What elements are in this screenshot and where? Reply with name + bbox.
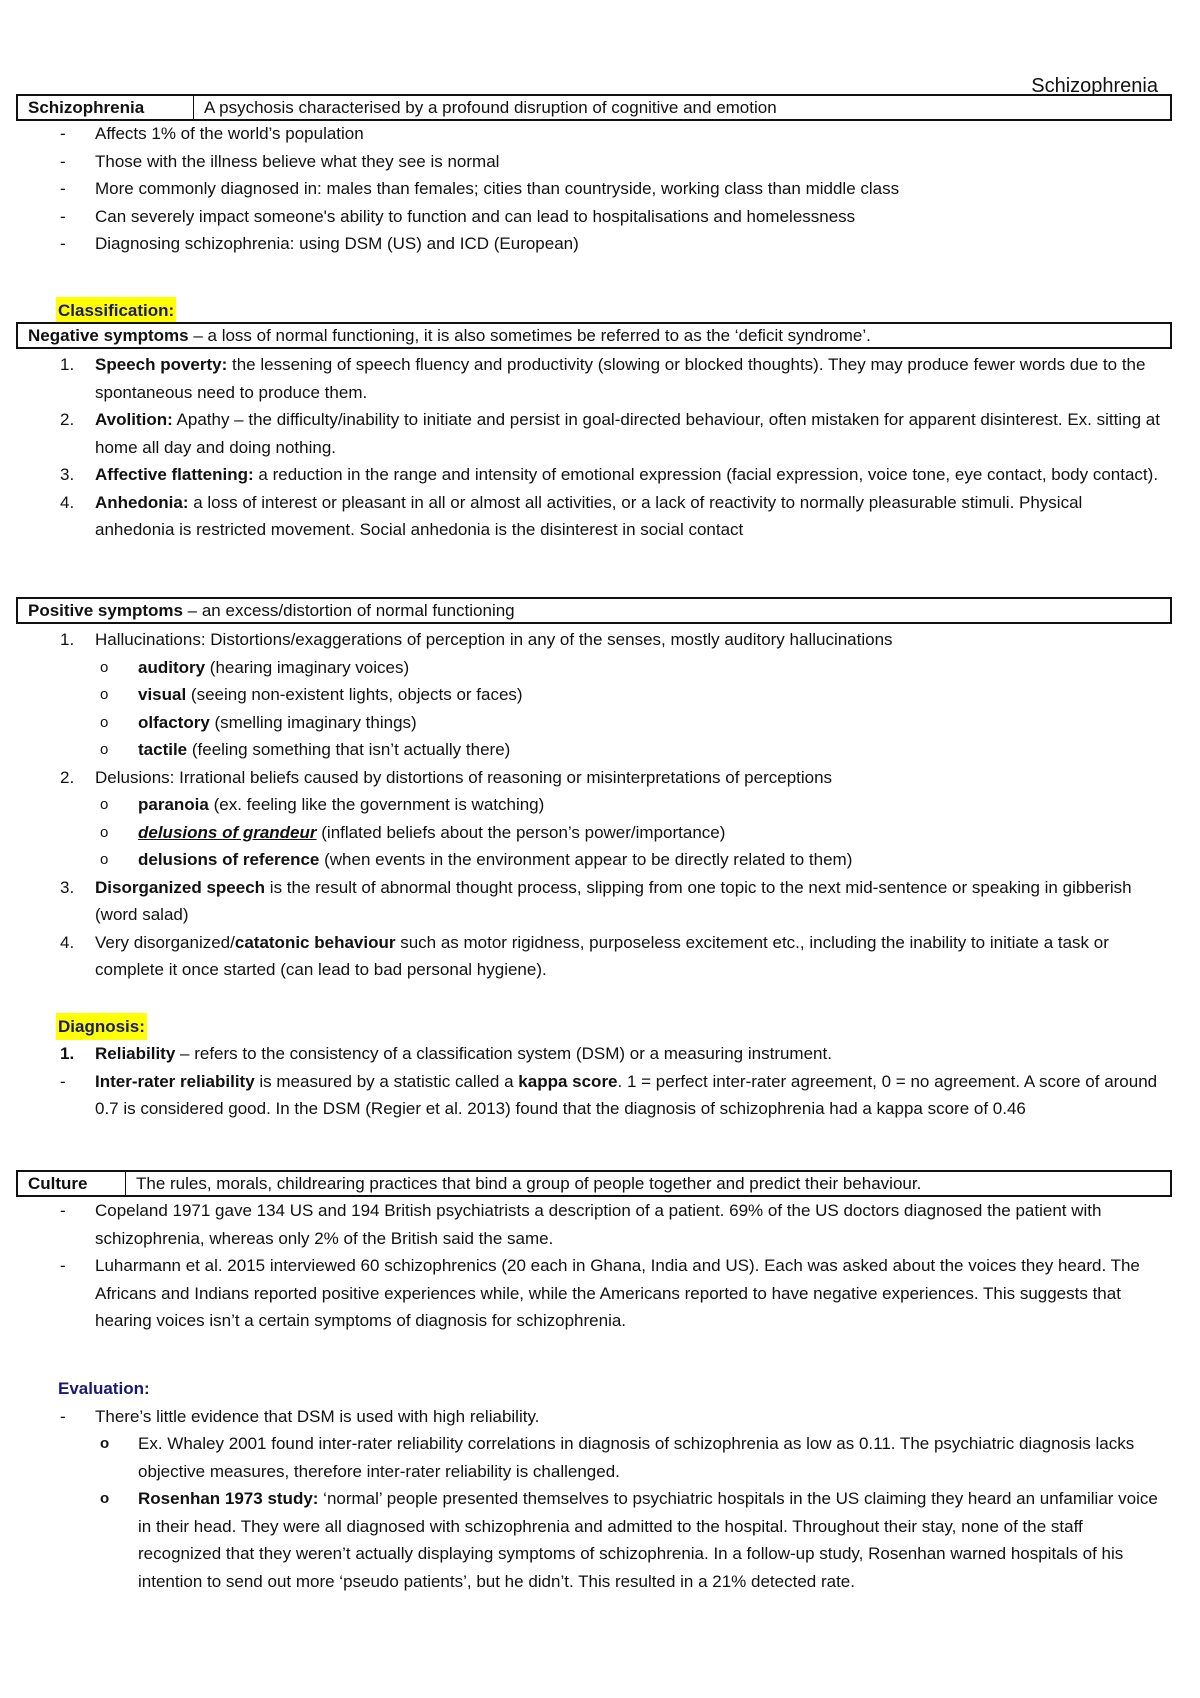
list-item: 4. Anhedonia: a loss of interest or pleasant in all or almost all activities, or a lack of reactivity to normally pleasurable stimuli. Physical anhedonia is restricted movement. Social anhedonia is the disinterest in social contact (60, 492, 1083, 539)
term-definition: The rules, morals, childrearing practices that bind a group of people together and predict their behaviour. (136, 1174, 922, 1193)
list-item: - Those with the illness believe what they see is normal (60, 151, 500, 171)
list-item: - Affects 1% of the world’s population (60, 124, 364, 143)
sub-list-item: o auditory (hearing imaginary voices) (100, 657, 410, 677)
positive-symptoms-term: Positive symptoms (28, 601, 183, 620)
list-item: - Inter-rater reliability is measured by a statistic called a kappa score. 1 = perfect inter-rater agreement, 0 = no agreement. A score of around 0.7 is considered good. In the DSM (Regier et al. 2013) found that the diagnosis of schizophrenia had a kappa score of 0.46 (60, 1071, 1158, 1118)
sub-list-item: o paranoia (ex. feeling like the government is watching) (100, 795, 545, 814)
list-item: - More commonly diagnosed in: males than females; cities than countryside, working class than middle class (60, 179, 900, 198)
diagnosis-list (0, 1040, 1200, 1123)
classification-heading: Classification: (56, 297, 176, 324)
sub-list-item: o visual (seeing non-existent lights, objects or faces) (100, 685, 523, 704)
sub-list-item: o tactile (feeling something that isn’t actually there) (100, 740, 511, 759)
definition-box-culture (16, 1170, 1172, 1197)
negative-symptoms-box (16, 322, 1172, 349)
diagnosis-heading-row (0, 1013, 1200, 1040)
list-item: 3. Affective flattening: a reduction in the range and intensity of emotional expression (facial expression, voice tone, eye contact, body contact). (60, 465, 1159, 484)
classification-heading-row (0, 297, 1200, 324)
list-item: 1. Speech poverty: the lessening of speech fluency and productivity (slowing or blocked thoughts). They may produce fewer words due to the spontaneous need to produce them. (60, 355, 1146, 402)
positive-symptoms-box (16, 597, 1172, 624)
positive-symptoms-definition: – an excess/distortion of normal functioning (182, 601, 515, 620)
intro-bullet-list (0, 120, 1200, 258)
sub-list-item: o olfactory (smelling imaginary things) (100, 712, 417, 732)
term-definition: A psychosis characterised by a profound disruption of cognitive and emotion (204, 98, 777, 117)
negative-symptoms-list (0, 351, 1200, 544)
list-item: - Can severely impact someone's ability to function and can lead to hospitalisations and homelessness (60, 206, 856, 226)
term-label: Culture (18, 1172, 126, 1195)
list-item: 4. Very disorganized/catatonic behaviour such as motor rigidness, purposeless excitement etc., including the inability to initiate a task or complete it once started (can lead to bad personal hygiene). (60, 932, 1109, 979)
culture-bullet-list (0, 1197, 1200, 1335)
sub-list-item: o delusions of grandeur (inflated beliefs about the person’s power/importance) (100, 822, 726, 842)
list-item: 1. Hallucinations: Distortions/exaggerations of perception in any of the senses, mostly auditory hallucinations (60, 630, 893, 649)
list-item: - There’s little evidence that DSM is used with high reliability. (60, 1406, 540, 1426)
negative-symptoms-definition: – a loss of normal functioning, it is also sometimes be referred to as the ‘deficit syndrome’. (188, 326, 871, 345)
list-item: 2. Avolition: Apathy – the difficulty/inability to initiate and persist in goal-directed behaviour, often mistaken for apparent disinterest. Ex. sitting at home all day and doing nothing. (60, 410, 1160, 457)
sub-list-item: o Rosenhan 1973 study: ‘normal’ people presented themselves to psychiatric hospitals in the US claiming they heard an unfamiliar voice in their head. They were all diagnosed with schizophrenia and admitted to the hospital. Throughout their stay, none of the staff recognized that they weren’t actually displaying symptoms of schizophrenia. In a follow-up study, Rosenhan warned hospitals of his intention to send out more ‘pseudo patients’, but he didn’t. This resulted in a 21% detected rate. (100, 1489, 1158, 1591)
diagnosis-heading: Diagnosis: (56, 1013, 147, 1040)
list-item: 3. Disorganized speech is the result of abnormal thought process, slipping from one topic to the next mid-sentence or speaking in gibberish (word salad) (60, 877, 1132, 924)
definition-box-schizophrenia (16, 94, 1172, 121)
evaluation-section (0, 1375, 1200, 1595)
list-item: 2. Delusions: Irrational beliefs caused by distortions of reasoning or misinterpretations of perceptions (60, 767, 833, 787)
sub-list-item: o delusions of reference (when events in the environment appear to be directly related to them) (100, 850, 853, 869)
positive-symptoms-list (0, 626, 1200, 984)
term-label: Schizophrenia (18, 96, 194, 119)
list-item: 1. Reliability – refers to the consistency of a classification system (DSM) or a measuring instrument. (60, 1044, 832, 1063)
sub-list-item: o Ex. Whaley 2001 found inter-rater reliability correlations in diagnosis of schizophrenia as low as 0.11. The psychiatric diagnosis lacks objective measures, therefore inter-rater reliability is challenged. (100, 1434, 1135, 1481)
list-item: - Diagnosing schizophrenia: using DSM (US) and ICD (European) (60, 234, 579, 253)
evaluation-heading: Evaluation: (58, 1379, 150, 1398)
page-header-title: Schizophrenia (1031, 75, 1158, 97)
list-item: - Copeland 1971 gave 134 US and 194 British psychiatrists a description of a patient. 69% of the US doctors diagnosed the patient with schizophrenia, whereas only 2% of the British said the same. (60, 1201, 1102, 1248)
negative-symptoms-term: Negative symptoms (28, 326, 189, 345)
list-item: - Luharmann et al. 2015 interviewed 60 schizophrenics (20 each in Ghana, India and US). Each was asked about the voices they heard. The Africans and Indians reported positive experiences while, while the Americans reported to have negative experiences. This suggests that hearing voices isn’t a certain symptoms of diagnosis for schizophrenia. (60, 1256, 1140, 1330)
evaluation-list (0, 1403, 1200, 1596)
